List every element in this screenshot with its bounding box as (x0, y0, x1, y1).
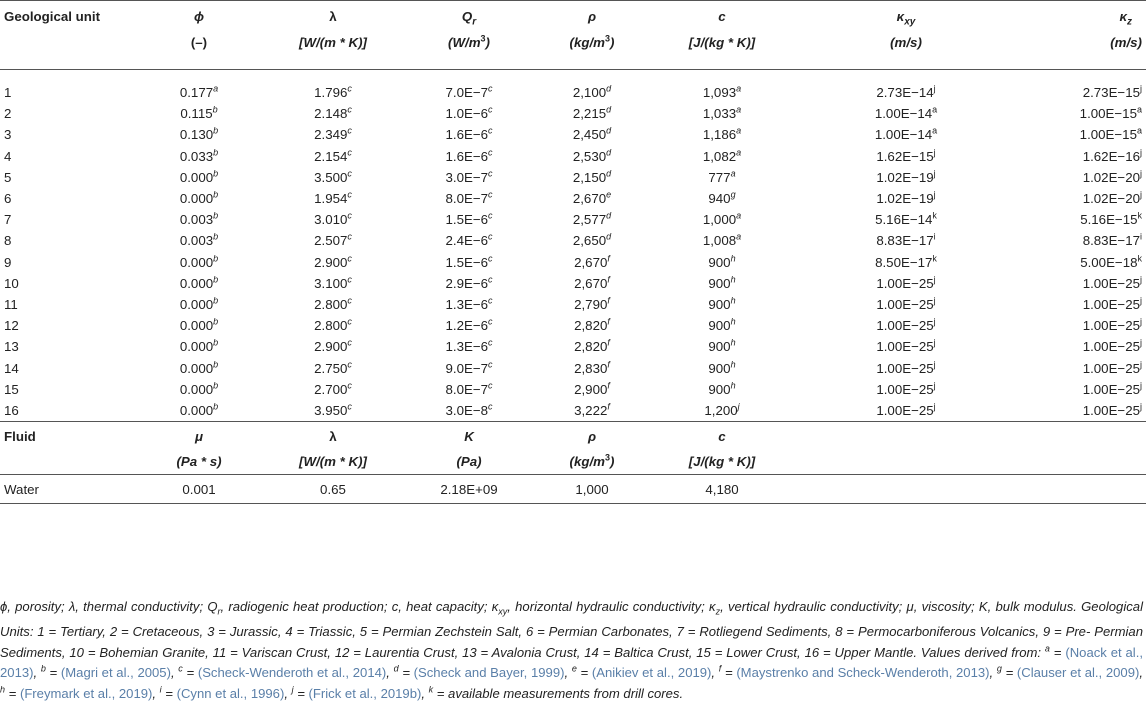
cell-lam: 3.500$^c$ (314, 168, 352, 185)
ref-link[interactable]: (Magri et al., 2005) (60, 665, 171, 681)
cell-kz: $1.00E-25^j$ (1082, 380, 1142, 397)
fluid-unit-row (0, 448, 1146, 475)
fluid-unit-empty-1 (790, 448, 966, 475)
cell-kxy: $8.83E-17^i$ (876, 231, 936, 249)
cell-phi: 0.000$^b$ (179, 295, 219, 312)
cell-kxy: $1.00E-25^j$ (876, 316, 936, 334)
ref-link[interactable]: (Frick et al., 2019b) (308, 685, 422, 701)
cell-phi: 0.130$^b$ (179, 126, 219, 143)
cell-lam: 2.750$^c$ (314, 359, 352, 376)
cell-rho: 2,215$^d$ (572, 104, 612, 122)
water-rho: 1,000 (575, 481, 609, 497)
cell-kz: $1.00E-25^j$ (1082, 316, 1142, 334)
fluid-header-empty-1 (790, 422, 966, 449)
cell-lam: 2.148$^c$ (314, 104, 352, 122)
cell-c: 900$^h$ (708, 295, 736, 312)
cell-q: $1.0E-6^c$ (445, 104, 493, 122)
cell-rho: 2,577$^d$ (572, 210, 612, 228)
cell-c: 1,093$^a$ (702, 83, 742, 101)
cell-kxy: $1.00E-25^j$ (876, 295, 936, 312)
ref-key: b (40, 663, 46, 674)
table-row (0, 146, 1146, 167)
cell-kz: $2.73E-15^j$ (1082, 83, 1142, 101)
cell-q: $1.3E-6^c$ (445, 295, 493, 312)
cell-rho: 2,670$^f$ (574, 253, 610, 270)
cell-phi: 0.000$^b$ (179, 189, 219, 207)
cell-c: 900$^h$ (708, 253, 736, 270)
cell-phi: 0.003$^b$ (179, 231, 219, 249)
cell-c: 900$^h$ (708, 380, 736, 397)
table-row (0, 336, 1146, 357)
unit-id: 8 (4, 233, 12, 249)
cell-kxy: $8.50E-17^k$ (875, 253, 937, 270)
unit-id: 11 (4, 296, 18, 312)
table-row (0, 209, 1146, 230)
cell-lam: 2.800$^c$ (314, 316, 352, 334)
cell-kxy: $1.00E-25^j$ (876, 401, 936, 418)
cell-lam: 1.954$^c$ (314, 189, 352, 207)
fluid-unit-k: (Pa) (456, 453, 482, 469)
cell-c: 1,000$^a$ (702, 210, 742, 228)
table-row (0, 294, 1146, 315)
ref-key: j (291, 684, 294, 695)
header-unit-kz: (m/s) (1110, 35, 1142, 50)
fluid-unit-lambda: [W/(m * K)] (299, 453, 367, 469)
water-row (0, 475, 1146, 504)
cell-q: $2.9E-6^c$ (445, 274, 493, 291)
cell-lam: 3.100$^c$ (314, 274, 352, 291)
cell-kxy: $5.16E-14^k$ (875, 210, 937, 228)
cell-rho: 2,900$^f$ (574, 380, 610, 397)
table-row (0, 315, 1146, 336)
cell-rho: 2,670e (572, 189, 612, 207)
table-row (0, 230, 1146, 251)
ref-key: h (0, 684, 6, 695)
ref-link[interactable]: (Anikiev et al., 2019) (591, 665, 712, 681)
cell-kz: $5.16E-15^k$ (1080, 210, 1142, 228)
cell-rho: 2,830$^f$ (574, 359, 610, 376)
cell-kxy: $1.00E-14^a$ (874, 126, 938, 143)
cell-phi: 0.000$^b$ (179, 337, 219, 355)
cell-kz: $1.02E-20^j$ (1082, 189, 1142, 207)
cell-c: 940$^g$ (708, 189, 736, 207)
ref-link[interactable]: (Cynn et al., 1996) (176, 685, 285, 701)
cell-c: 1,033$^a$ (702, 104, 742, 122)
table-row (0, 252, 1146, 273)
header-unit-kxy: (m/s) (890, 35, 922, 50)
unit-id: 2 (4, 106, 12, 122)
cell-lam: 3.010$^c$ (314, 210, 352, 228)
table-row (0, 379, 1146, 400)
fluid-header-lambda: λ (329, 428, 337, 444)
cell-rho: 2,530$^d$ (572, 147, 612, 164)
cell-phi: 0.033$^b$ (179, 147, 219, 164)
unit-id: 10 (4, 275, 19, 291)
ref-key: e (571, 663, 577, 674)
cell-q: $1.5E-6^c$ (445, 210, 493, 228)
ref-link[interactable]: (Noack et al., 2013) (0, 644, 1143, 681)
cell-c: 1,008$^a$ (702, 231, 742, 249)
ref-link[interactable]: (Maystrenko and Scheck-Wenderoth, 2013) (736, 665, 990, 681)
cell-kz: $1.62E-16^j$ (1082, 147, 1142, 164)
fluid-header-label: Fluid (4, 428, 36, 444)
water-mu: 0.001 (182, 481, 216, 497)
ref-link[interactable]: (Clauser et al., 2009) (1016, 665, 1140, 681)
header-unit-q: $(W/m^3)$ (448, 33, 490, 50)
cell-c: 1,186$^a$ (702, 126, 742, 143)
fluid-header-heat-capacity: c (718, 428, 726, 444)
fluid-unit-empty-2 (966, 448, 1146, 475)
header-symbol-row (0, 1, 1146, 30)
water-empty-1 (790, 475, 966, 504)
cell-q: $2.4E-6^c$ (445, 231, 493, 249)
fluid-header-viscosity: μ (194, 428, 204, 444)
header-heat-capacity: c (718, 9, 726, 24)
ref-link[interactable]: (Freymark et al., 2019) (19, 685, 153, 701)
cell-phi: 0.115$^b$ (180, 104, 218, 122)
ref-key: i (159, 684, 162, 695)
cell-q: $9.0E-7^c$ (445, 359, 493, 376)
cell-kxy: $1.00E-25^j$ (876, 380, 936, 397)
unit-id: 15 (4, 381, 19, 397)
fluid-unit-c: [J/(kg * K)] (688, 453, 756, 469)
cell-q: $8.0E-7^c$ (445, 380, 493, 397)
water-empty-2 (966, 475, 1146, 504)
cell-q: $1.3E-6^c$ (445, 337, 493, 355)
cell-lam: 2.154$^c$ (314, 147, 352, 164)
header-geological-unit: Geological unit (4, 9, 101, 24)
cell-kxy: $1.02E-19^j$ (876, 189, 936, 207)
ref-key: d (393, 663, 399, 674)
footnote-last-key: k (428, 684, 434, 695)
cell-c: 900$^h$ (708, 316, 736, 334)
cell-lam: 2.349$^c$ (314, 126, 352, 143)
header-unit-porosity: (–) (190, 35, 208, 50)
cell-q: $1.6E-6^c$ (445, 126, 493, 143)
unit-id: 14 (4, 360, 19, 376)
cell-kz: $1.00E-15^a$ (1079, 126, 1142, 143)
header-unit-rho: $(kg/m^3)$ (569, 33, 615, 50)
cell-kxy: $2.73E-14^j$ (876, 83, 936, 101)
unit-id: 4 (4, 148, 12, 164)
cell-q: $1.5E-6^c$ (445, 253, 493, 270)
table-row (0, 70, 1146, 104)
cell-phi: 0.000$^b$ (179, 401, 219, 418)
cell-kz: $1.00E-25^j$ (1082, 359, 1142, 376)
cell-kxy: $1.00E-14^a$ (874, 104, 938, 122)
table-row (0, 124, 1146, 145)
geological-units-body (0, 70, 1146, 422)
cell-q: $1.6E-6^c$ (445, 147, 493, 164)
table-row (0, 400, 1146, 422)
cell-rho: 2,100$^d$ (572, 83, 612, 101)
cell-lam: 2.700$^c$ (314, 380, 352, 397)
cell-kz: $1.00E-25^j$ (1082, 401, 1142, 418)
ref-key: c (178, 663, 183, 674)
cell-lam: 2.900$^c$ (314, 337, 352, 355)
header-heat-production: $Q_r$ (461, 9, 477, 28)
header-unit-blank (0, 29, 140, 70)
header-density: ρ (587, 9, 597, 24)
cell-phi: 0.000$^b$ (179, 380, 219, 397)
cell-rho: 2,820$^f$ (574, 337, 610, 355)
cell-c: 900$^h$ (708, 337, 736, 355)
water-lambda: 0.65 (320, 481, 346, 497)
cell-q: $3.0E-8^c$ (445, 401, 493, 418)
fluid-header-bulk-modulus: K (464, 428, 474, 444)
cell-kz: $5.00E-18^k$ (1080, 253, 1142, 270)
cell-kxy: $1.62E-15^j$ (876, 147, 936, 164)
cell-phi: 0.000$^b$ (179, 253, 219, 270)
fluid-header-density: ρ (587, 428, 597, 444)
cell-lam: 2.800$^c$ (314, 295, 352, 312)
header-unit-lambda: [W/(m * K)] (299, 35, 367, 50)
header-unit-row (0, 29, 1146, 70)
unit-id: 13 (4, 339, 19, 355)
cell-kz: $1.00E-25^j$ (1082, 274, 1142, 291)
cell-phi: 0.000$^b$ (179, 274, 219, 291)
unit-id: 3 (4, 127, 12, 143)
cell-rho: 2,450$^d$ (572, 126, 612, 143)
cell-q: $7.0E-7^c$ (445, 83, 493, 101)
cell-kz: $1.00E-15^a$ (1079, 104, 1142, 122)
table-header (0, 1, 1146, 70)
cell-rho: 2,150$^d$ (572, 168, 612, 185)
table-row (0, 103, 1146, 124)
cell-kz: $8.83E-17^i$ (1082, 231, 1142, 249)
cell-c: 900$^h$ (708, 274, 736, 291)
water-k: 2.18E+09 (440, 481, 498, 497)
cell-kxy: $1.00E-25^j$ (876, 359, 936, 376)
cell-rho: 2,820$^f$ (574, 316, 610, 334)
water-c: 4,180 (705, 481, 739, 497)
table-row (0, 357, 1146, 378)
cell-rho: 2,650$^d$ (572, 231, 612, 249)
ref-key: a (1044, 643, 1050, 654)
cell-kz: $1.02E-20^j$ (1082, 168, 1142, 185)
cell-kxy: $1.00E-25^j$ (876, 337, 936, 355)
cell-lam: 2.507$^c$ (314, 231, 352, 249)
unit-id: 7 (4, 212, 12, 228)
header-kxy: $\kappa_{xy}$ (896, 9, 916, 28)
fluid-header-empty-2 (966, 422, 1146, 449)
cell-q: $8.0E-7^c$ (445, 189, 493, 207)
cell-q: $3.0E-7^c$ (445, 168, 493, 185)
cell-c: 777$^a$ (708, 168, 736, 185)
fluid-header-row (0, 422, 1146, 449)
ref-link[interactable]: (Scheck and Bayer, 1999) (413, 665, 565, 681)
cell-phi: 0.000$^b$ (179, 316, 219, 334)
cell-kz: $1.00E-25^j$ (1082, 337, 1142, 355)
unit-id: 12 (4, 318, 19, 334)
cell-kxy: $1.00E-25^j$ (876, 274, 936, 291)
table-row (0, 188, 1146, 209)
cell-phi: 0.000$^b$ (179, 359, 219, 376)
header-thermal-conductivity: λ (329, 9, 337, 24)
unit-id: 6 (4, 191, 12, 207)
table-row (0, 273, 1146, 294)
header-unit-c: [J/(kg * K)] (688, 35, 756, 50)
cell-lam: 1.796$^c$ (314, 83, 352, 101)
ref-link[interactable]: (Scheck-Wenderoth et al., 2014) (197, 665, 387, 681)
cell-c: 900$^h$ (708, 359, 736, 376)
unit-id: 1 (4, 85, 12, 101)
cell-phi: 0.177$^a$ (179, 83, 219, 101)
fluid-unit-mu: (Pa * s) (176, 453, 222, 469)
cell-rho: 3,222$^f$ (574, 401, 610, 418)
unit-id: 9 (4, 254, 12, 270)
cell-kxy: $1.02E-19^j$ (876, 168, 936, 185)
water-name: Water (4, 481, 39, 497)
cell-c: 1,082$^a$ (702, 147, 742, 164)
header-porosity: ϕ (193, 9, 205, 24)
cell-q: $1.2E-6^c$ (445, 316, 493, 334)
table-footnote: ϕ, porosity; λ, thermal conductivity; $Q_r$, radiogenic heat production; c, heat capacity; $\kappa_{xy}$, horizontal hydraulic conductivity; $\kappa_z$, vertical hydraulic conductivity; μ, viscosity; K, bulk modulus. Geological Units: 1 = Tertiary, 2 = Cretaceous, 3 = Jurassic, 4 = Triassic, 5 = Permian Zechstein Salt, 6 = Permian Carbonates, 7 = Rotliegend Sediments, 8 = Permocarboniferous Volcanics, 9 = Pre- Permian Sediments, 10 = Bohemian Granite, 11 = Variscan Crust, 12 = Laurentia Crust, 13 = Avalonia Crust, 14 = Baltica Crust, 15 = Lower Crust, 16 = Upper Mantle. Values derived from: $^a$ = (Noack et al., 2013), $^b$ = (Magri et al., 2005), $^c$ = (Scheck-Wenderoth et al., 2014), $^d$ = (Scheck and Bayer, 1999), $^e$ = (Anikiev et al., 2019), $^f$ = (Maystrenko and Scheck-Wenderoth, 2013), $^g$ = (Clauser et al., 2009), $^h$ = (Freymark et al., 2019), $^i$ = (Cynn et al., 1996), $^j$ = (Frick et al., 2019b), $^k$ = available measurements from drill cores. (0, 599, 1143, 701)
ref-key: g (996, 663, 1002, 674)
fluid-unit-blank (0, 448, 140, 475)
cell-phi: 0.003$^b$ (179, 210, 219, 228)
footnote-references: $^a$ = (Noack et al., 2013), $^b$ = (Magri et al., 2005), $^c$ = (Scheck-Wenderoth et al., 2014), $^d$ = (Scheck and Bayer, 1999), $^e$ = (Anikiev et al., 2019), $^f$ = (Maystrenko and Scheck-Wenderoth, 2013), $^g$ = (Clauser et al., 2009), $^h$ = (Freymark et al., 2019), $^i$ = (Cynn et al., 1996), $^j$ = (Frick et al., 2019b), (0, 643, 1143, 701)
header-kz: $\kappa_z$ (1119, 9, 1132, 28)
cell-rho: 2,790$^f$ (574, 295, 610, 312)
table-row (0, 167, 1146, 188)
unit-id: 16 (4, 402, 19, 418)
cell-lam: 2.900$^c$ (314, 253, 352, 270)
fluid-section (0, 422, 1146, 504)
cell-phi: 0.000$^b$ (179, 168, 219, 185)
cell-kz: $1.00E-25^j$ (1082, 295, 1142, 312)
footnote-last-text: = available measurements from drill cores. (433, 685, 684, 701)
unit-id: 5 (4, 169, 12, 185)
ref-key: f (718, 663, 722, 674)
cell-c: 1,200$^j$ (704, 401, 740, 418)
cell-rho: 2,670$^f$ (574, 274, 610, 291)
fluid-unit-rho: $(kg/m^3)$ (569, 452, 615, 469)
cell-lam: 3.950$^c$ (314, 401, 352, 418)
